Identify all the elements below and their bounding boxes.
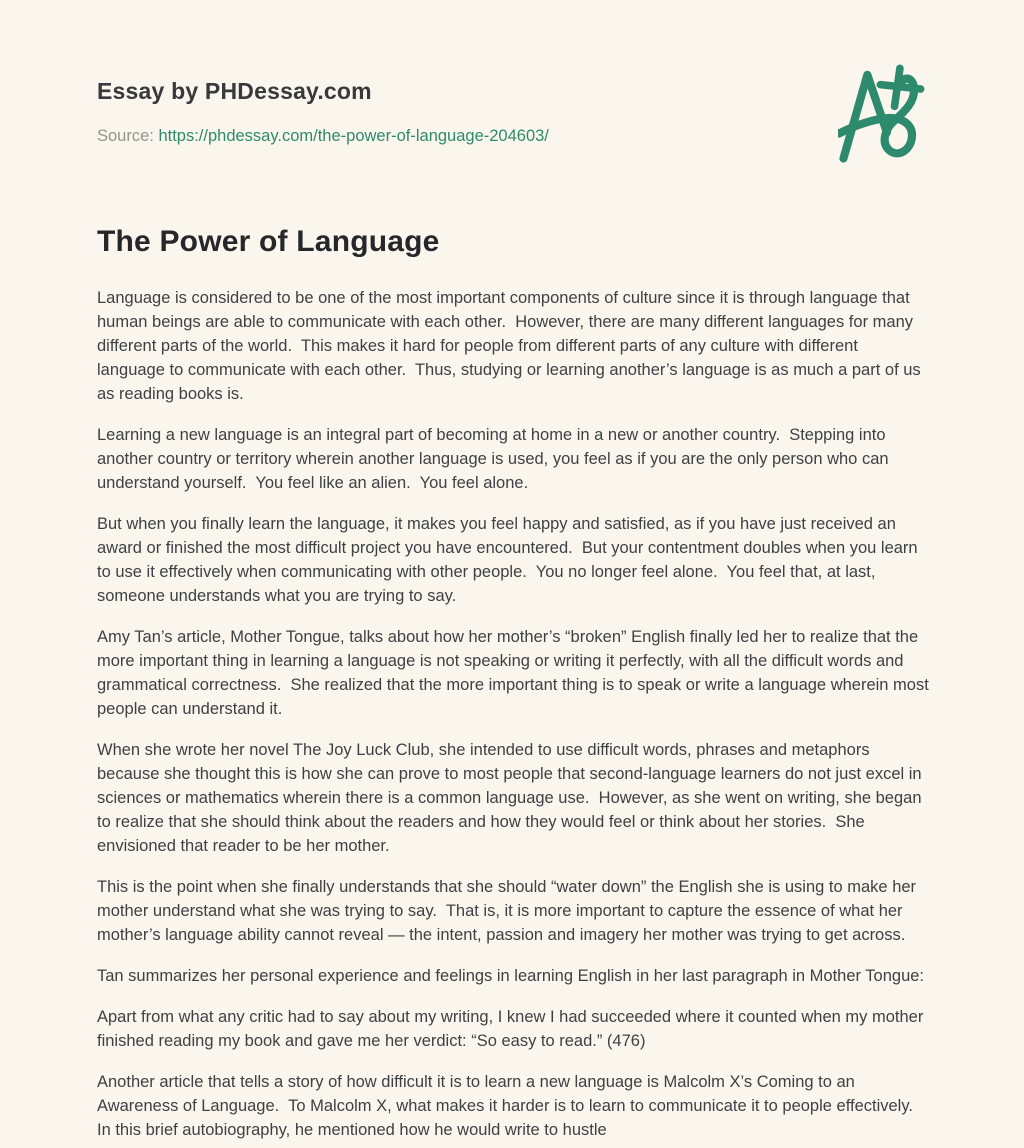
essay-paragraph: When she wrote her novel The Joy Luck Club, she intended to use difficult words, phrases and metaphors because she thought this is how she can prove to most people that second-language learners do not just excel in sciences or mathematics wherein there is a common language use. However, as she went on writing, she began to realize that she should think about the readers and how they would feel or think about her stories. She envisioned that reader to be her mother. (97, 741, 927, 855)
essay-paragraph: But when you finally learn the language, it makes you feel happy and satisfied, as if you have just received an award or finished the most difficult project you have encountered. But your contentment doubles when you learn to use it effectively when communicating with other people. You no longer feel alone. You feel that, at last, someone understands what you are trying to say. (97, 515, 923, 605)
essay-paragraph: Learning a new language is an integral part of becoming at home in a new or another country. Stepping into another country or territory wherein another language is used, you feel as if you are the only person who can understand yourself. You feel like an alien. You feel alone. (97, 426, 894, 492)
essay-paragraph: This is the point when she finally understands that she should “water down” the English she is using to make her mother understand what she was trying to say. That is, it is more important to capture the essence of what her mother’s language ability cannot reveal — the intent, passion and imagery her mother was trying to get across. (97, 878, 921, 944)
essay-paragraph: Language is considered to be one of the most important components of culture since it is through language that human beings are able to communicate with each other. However, there are many different languages for many different parts of the world. This makes it hard for people from different parts of any culture with different language to communicate with each other. Thus, studying or learning another’s language is as much a part of us as reading books is. (97, 289, 926, 403)
essay-paragraph: Amy Tan’s article, Mother Tongue, talks about how her mother’s “broken” English finally led her to realize that the more important thing in learning a language is not speaking or writing it perfectly, with all the difficult words and grammatical correctness. She realized that the more important thing is to speak or write a language wherein most people can understand it. (97, 628, 934, 718)
source-line (97, 127, 930, 146)
source-label: Source: (97, 127, 159, 145)
a-plus-logo-icon (838, 64, 938, 164)
source-url-link[interactable]: https://phdessay.com/the-power-of-language-204603/ (158, 127, 549, 145)
essay-body (97, 224, 934, 1142)
essay-paragraph: Tan summarizes her personal experience and feelings in learning English in her last paragraph in Mother Tongue: (97, 967, 925, 985)
site-title: Essay by PHDessay.com (97, 78, 372, 104)
essay-paragraph: Another article that tells a story of how difficult it is to learn a new language is Malcolm X’s Coming to an Awareness of Language. To Malcolm X, what makes it harder is to learn to communicate it to people effectively. In this brief autobiography, he mentioned how he would write to hustle (97, 1073, 918, 1139)
essay-title: The Power of Language (97, 225, 440, 258)
essay-paragraph: Apart from what any critic had to say about my writing, I knew I had succeeded where it counted when my mother finished reading my book and gave me her verdict: “So easy to read.” (476) (97, 1008, 928, 1050)
page-header (97, 0, 930, 146)
phdessay-logo (838, 64, 938, 164)
